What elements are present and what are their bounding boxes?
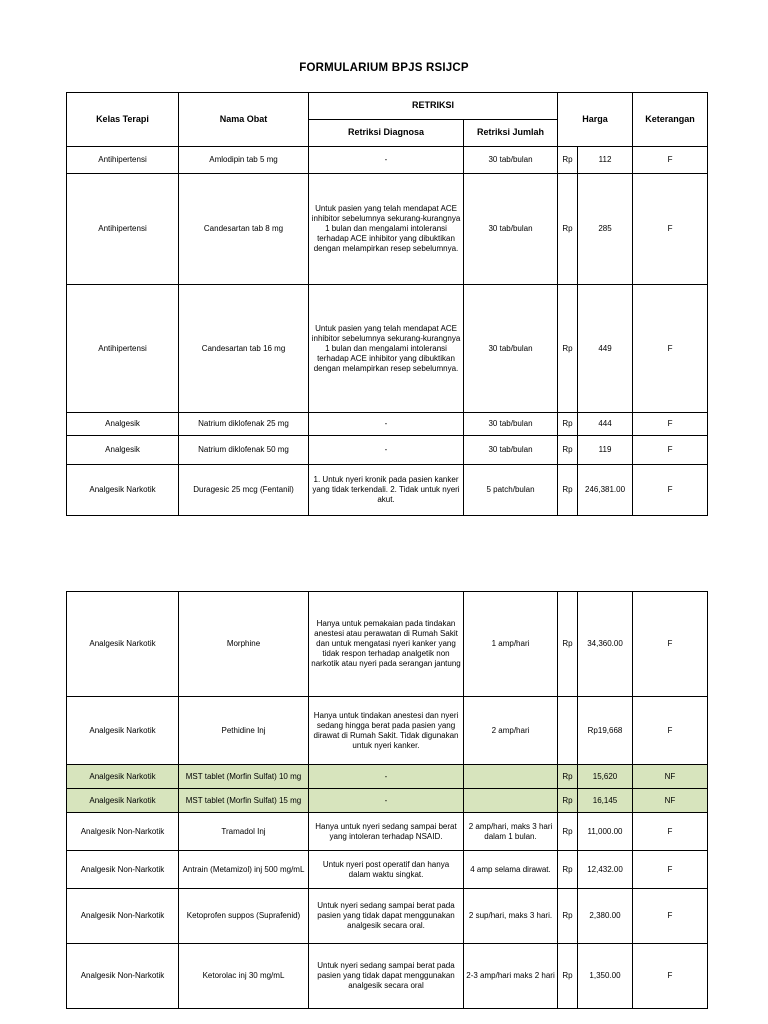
nama-obat-cell: Morphine	[179, 592, 309, 697]
harga-cell: 285	[578, 174, 633, 285]
harga-cell: 2,380.00	[578, 889, 633, 944]
nama-obat-cell: Ketorolac inj 30 mg/mL	[179, 944, 309, 1009]
retriksi-diagnosa-cell: 1. Untuk nyeri kronik pada pasien kanker yang tidak terkendali. 2. Tidak untuk nyeri akut.	[309, 465, 464, 516]
keterangan-cell: F	[633, 889, 708, 944]
nama-obat-cell: MST tablet (Morfin Sulfat) 15 mg	[179, 789, 309, 813]
retriksi-diagnosa-cell: -	[309, 147, 464, 174]
harga-cell: 444	[578, 413, 633, 436]
kelas-terapi-cell: Antihipertensi	[67, 285, 179, 413]
table-row	[67, 765, 708, 789]
retriksi-jumlah-cell: 30 tab/bulan	[464, 436, 558, 465]
retriksi-jumlah-cell: 1 amp/hari	[464, 592, 558, 697]
kelas-terapi-cell: Analgesik	[67, 413, 179, 436]
keterangan-cell: NF	[633, 765, 708, 789]
harga-cell: 119	[578, 436, 633, 465]
table-row	[67, 174, 708, 285]
currency-cell	[558, 697, 578, 765]
currency-cell: Rp	[558, 592, 578, 697]
harga-cell: 11,000.00	[578, 813, 633, 851]
currency-cell: Rp	[558, 285, 578, 413]
retriksi-jumlah-cell: 30 tab/bulan	[464, 147, 558, 174]
nama-obat-cell: Antrain (Metamizol) inj 500 mg/mL	[179, 851, 309, 889]
retriksi-jumlah-cell	[464, 765, 558, 789]
kelas-terapi-cell: Analgesik Non-Narkotik	[67, 813, 179, 851]
currency-cell: Rp	[558, 413, 578, 436]
harga-cell: 12,432.00	[578, 851, 633, 889]
currency-cell: Rp	[558, 851, 578, 889]
header-harga: Harga	[558, 93, 633, 147]
kelas-terapi-cell: Analgesik Narkotik	[67, 592, 179, 697]
nama-obat-cell: Natrium diklofenak 25 mg	[179, 413, 309, 436]
kelas-terapi-cell: Analgesik Non-Narkotik	[67, 889, 179, 944]
table-row	[67, 147, 708, 174]
harga-cell: 15,620	[578, 765, 633, 789]
nama-obat-cell: Tramadol Inj	[179, 813, 309, 851]
nama-obat-cell: Ketoprofen suppos (Suprafenid)	[179, 889, 309, 944]
keterangan-cell: F	[633, 436, 708, 465]
keterangan-cell: F	[633, 147, 708, 174]
retriksi-jumlah-cell: 2 amp/hari, maks 3 hari dalam 1 bulan.	[464, 813, 558, 851]
keterangan-cell: F	[633, 592, 708, 697]
retriksi-jumlah-cell: 2 amp/hari	[464, 697, 558, 765]
retriksi-jumlah-cell	[464, 789, 558, 813]
kelas-terapi-cell: Antihipertensi	[67, 147, 179, 174]
currency-cell: Rp	[558, 765, 578, 789]
kelas-terapi-cell: Analgesik Non-Narkotik	[67, 944, 179, 1009]
keterangan-cell: F	[633, 285, 708, 413]
harga-cell: Rp19,668	[578, 697, 633, 765]
table-row	[67, 413, 708, 436]
formulary-table-2	[66, 591, 708, 1009]
retriksi-jumlah-cell: 4 amp selama dirawat.	[464, 851, 558, 889]
retriksi-diagnosa-cell: Untuk pasien yang telah mendapat ACE inhibitor sebelumnya sekurang-kurangnya 1 bulan dan mengalami intoleransi terhadap ACE inhibitor yang dibuktikan dengan melampirkan resep sebelumnya.	[309, 174, 464, 285]
nama-obat-cell: Natrium diklofenak 50 mg	[179, 436, 309, 465]
keterangan-cell: F	[633, 944, 708, 1009]
table-row	[67, 813, 708, 851]
kelas-terapi-cell: Analgesik Narkotik	[67, 765, 179, 789]
header-keterangan: Keterangan	[633, 93, 708, 147]
retriksi-jumlah-cell: 2 sup/hari, maks 3 hari.	[464, 889, 558, 944]
retriksi-diagnosa-cell: -	[309, 436, 464, 465]
harga-cell: 112	[578, 147, 633, 174]
table-row	[67, 697, 708, 765]
retriksi-jumlah-cell: 30 tab/bulan	[464, 174, 558, 285]
currency-cell: Rp	[558, 174, 578, 285]
keterangan-cell: F	[633, 413, 708, 436]
retriksi-diagnosa-cell: -	[309, 789, 464, 813]
retriksi-jumlah-cell: 5 patch/bulan	[464, 465, 558, 516]
harga-cell: 449	[578, 285, 633, 413]
table-row	[67, 592, 708, 697]
keterangan-cell: F	[633, 697, 708, 765]
nama-obat-cell: MST tablet (Morfin Sulfat) 10 mg	[179, 765, 309, 789]
harga-cell: 246,381.00	[578, 465, 633, 516]
header-retriksi-diagnosa: Retriksi Diagnosa	[309, 120, 464, 147]
retriksi-diagnosa-cell: Hanya untuk pemakaian pada tindakan anestesi atau perawatan di Rumah Sakit dan untuk mengatasi nyeri kanker yang tidak respon terhadap analgetik non narkotik atau nyeri pada serangan jantung	[309, 592, 464, 697]
currency-cell: Rp	[558, 789, 578, 813]
table-row	[67, 436, 708, 465]
table-row	[67, 944, 708, 1009]
harga-cell: 16,145	[578, 789, 633, 813]
nama-obat-cell: Amlodipin tab 5 mg	[179, 147, 309, 174]
table-row	[67, 789, 708, 813]
header-nama-obat: Nama Obat	[179, 93, 309, 147]
table2-body	[67, 592, 708, 1009]
retriksi-diagnosa-cell: Hanya untuk nyeri sedang sampai berat yang intoleran terhadap NSAID.	[309, 813, 464, 851]
table1-body	[67, 147, 708, 516]
currency-cell: Rp	[558, 465, 578, 516]
retriksi-jumlah-cell: 30 tab/bulan	[464, 285, 558, 413]
harga-cell: 1,350.00	[578, 944, 633, 1009]
nama-obat-cell: Candesartan tab 8 mg	[179, 174, 309, 285]
harga-cell: 34,360.00	[578, 592, 633, 697]
table-row	[67, 851, 708, 889]
kelas-terapi-cell: Analgesik Non-Narkotik	[67, 851, 179, 889]
keterangan-cell: F	[633, 851, 708, 889]
currency-cell: Rp	[558, 813, 578, 851]
retriksi-diagnosa-cell: Untuk nyeri sedang sampai berat pada pasien yang tidak dapat menggunakan analgesik secara oral	[309, 944, 464, 1009]
retriksi-diagnosa-cell: Untuk pasien yang telah mendapat ACE inhibitor sebelumnya sekurang-kurangnya 1 bulan dan mengalami intoleransi terhadap ACE inhibitor yang dibuktikan dengan melampirkan resep sebelumnya.	[309, 285, 464, 413]
currency-cell: Rp	[558, 944, 578, 1009]
page-title: FORMULARIUM BPJS RSIJCP	[299, 62, 469, 74]
kelas-terapi-cell: Analgesik	[67, 436, 179, 465]
formulary-table-1	[66, 92, 708, 516]
retriksi-diagnosa-cell: -	[309, 765, 464, 789]
table-row	[67, 285, 708, 413]
kelas-terapi-cell: Analgesik Narkotik	[67, 789, 179, 813]
currency-cell: Rp	[558, 889, 578, 944]
keterangan-cell: F	[633, 465, 708, 516]
currency-cell: Rp	[558, 436, 578, 465]
retriksi-diagnosa-cell: Untuk nyeri sedang sampai berat pada pasien yang tidak dapat menggunakan analgesik secara oral.	[309, 889, 464, 944]
kelas-terapi-cell: Antihipertensi	[67, 174, 179, 285]
nama-obat-cell: Candesartan tab 16 mg	[179, 285, 309, 413]
kelas-terapi-cell: Analgesik Narkotik	[67, 697, 179, 765]
nama-obat-cell: Pethidine Inj	[179, 697, 309, 765]
header-kelas-terapi: Kelas Terapi	[67, 93, 179, 147]
keterangan-cell: F	[633, 813, 708, 851]
retriksi-diagnosa-cell: Hanya untuk tindakan anestesi dan nyeri sedang hingga berat pada pasien yang dirawat di Rumah Sakit. Tidak digunakan untuk nyeri kanker.	[309, 697, 464, 765]
keterangan-cell: NF	[633, 789, 708, 813]
retriksi-diagnosa-cell: -	[309, 413, 464, 436]
currency-cell: Rp	[558, 147, 578, 174]
retriksi-jumlah-cell: 2-3 amp/hari maks 2 hari	[464, 944, 558, 1009]
retriksi-jumlah-cell: 30 tab/bulan	[464, 413, 558, 436]
header-retriksi-jumlah: Retriksi Jumlah	[464, 120, 558, 147]
kelas-terapi-cell: Analgesik Narkotik	[67, 465, 179, 516]
keterangan-cell: F	[633, 174, 708, 285]
header-retriksi: RETRIKSI	[309, 93, 558, 120]
retriksi-diagnosa-cell: Untuk nyeri post operatif dan hanya dalam waktu singkat.	[309, 851, 464, 889]
table-row	[67, 465, 708, 516]
table-row	[67, 889, 708, 944]
nama-obat-cell: Duragesic 25 mcg (Fentanil)	[179, 465, 309, 516]
